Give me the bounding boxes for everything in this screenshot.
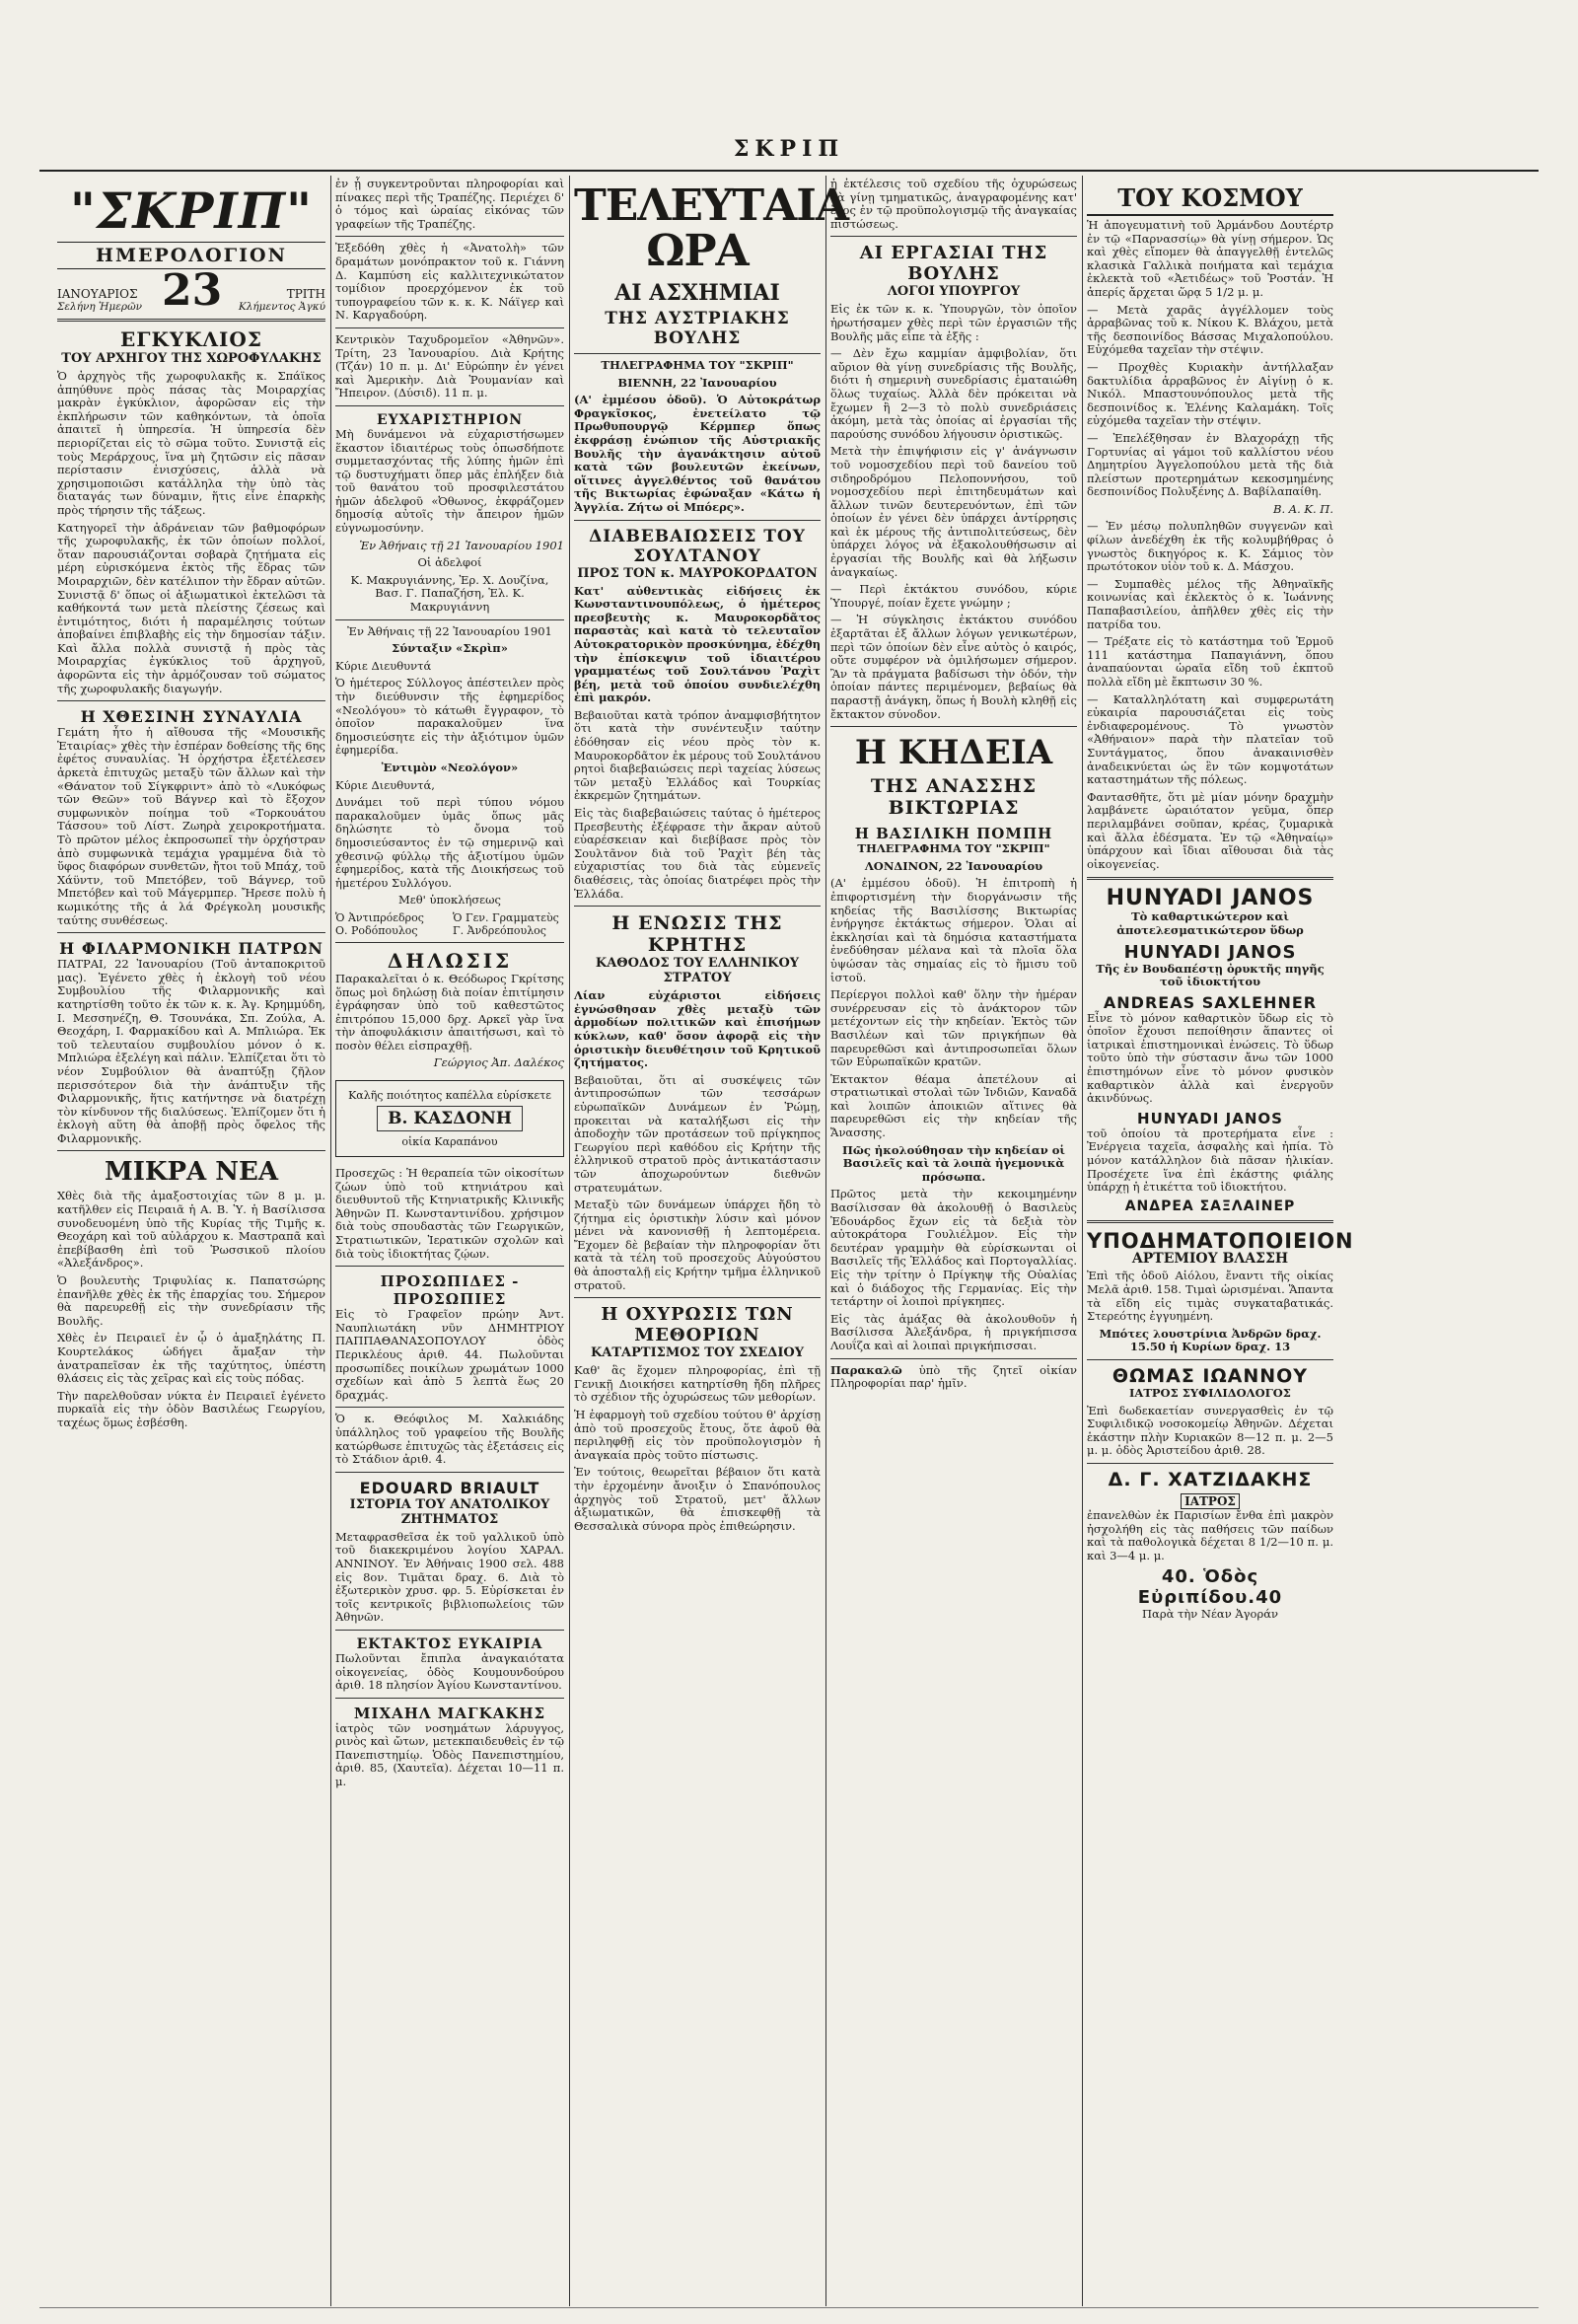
classified-text: ὑπὸ τῆς ζητεῖ οἰκίαν Πληροφορίαι παρ' ἡμῖν. bbox=[830, 1362, 1077, 1391]
article-heading: ΕΚΤΑΚΤΟΣ ΕΥΚΑΙΡΙΑ bbox=[356, 1635, 543, 1652]
article-subheading: ΛΟΓΟΙ ΥΠΟΥΡΓΟΥ bbox=[887, 284, 1021, 300]
article-paragraph: Περίεργοι πολλοὶ καθ' ὅλην τὴν ἡμέραν συνέρρευσαν εἰς τὸ ἀνάκτορον τῶν μετέχοντων εἰς τὴν κηδείαν. Ἐκτὸς τῶν Βασιλέων καὶ τῶν πριγκήπων θὰ παρευρεθῶσι καὶ ἀντιπροσωπεῖαι ὅλων τῶν Εὐρωπαϊκῶν κρατῶν. bbox=[830, 987, 1077, 1069]
article-paragraph: Εἰς τὰς διαβεβαιώσεις ταύτας ὁ ἡμέτερος Πρεσβευτὴς ἐξέφρασε τὴν ἄκραν αὐτοῦ εὐαρέσκειαν καὶ διεβίβασε πρὸς τὸν Σουλτᾶνον διὰ τοῦ Ῥαχὶτ βέη τὰς εὐχαριστίας του διὰ τὰς εὐμενεῖς διαθέσεις, τὰς ὁποίας διατρέφει πρὸς τὴν Ἑλλάδα. bbox=[574, 806, 821, 901]
news-item: Τὴν παρελθοῦσαν νύκτα ἐν Πειραιεῖ ἐγένετο πυρκαϊὰ εἰς τὴν ὁδὸν Βασιλέως Γεωργίου, ταχέως ὅμως ἐσβέσθη. bbox=[57, 1388, 325, 1429]
article-paragraph: Λίαν εὐχάριστοι εἰδήσεις ἐγνώσθησαν χθὲς μεταξὺ τῶν ἀρμοδίων πολιτικῶν καὶ ἐπισήμων κύκλων, καθ' ὅσον ἀφορᾷ εἰς τὴν ὁριστικὴν διευθέτησιν τοῦ Κρητικοῦ ζητήματος. bbox=[574, 988, 821, 1070]
ad-brand: HUNYADI JANOS bbox=[1137, 1109, 1283, 1127]
article-subheading: ΠΡΟΣ ΤΟΝ κ. ΜΑΥΡΟΚΟΡΔΑΤΟΝ bbox=[577, 565, 818, 581]
ad-brand: Δ. Γ. ΧΑΤΖΙΔΑΚΗΣ bbox=[1108, 1468, 1313, 1490]
article-paragraph: Μεταφρασθεῖσα ἐκ τοῦ γαλλικοῦ ὑπὸ τοῦ διακεκριμένου λογίου ΧΑΡΑΛ. ΑΝΝΙΝΟΥ. Ἐν Ἀθήναις 1900 σελ. 488 εἰς 8ον. Τιμᾶται δραχ. 6. Διὰ τὸ ἐξωτερικὸν χρυσ. φρ. 5. Εὑρίσκεται ἐν τοῖς κεντρικοῖς βιβλιοπωλείοις τῶν Ἀθηνῶν. bbox=[335, 1529, 564, 1625]
signature-names: Κ. Μακρυγιάννης, Ἐρ. Χ. Δουζίνα, Βασ. Γ. Παπαζήση, Ἑλ. Κ. Μακρυγιάννη bbox=[350, 572, 549, 615]
divider bbox=[335, 1472, 564, 1473]
letter-date: Ἐν Ἀθήναις τῇ 22 Ἰανουαρίου 1901 bbox=[347, 623, 552, 638]
divider bbox=[1087, 1463, 1333, 1464]
divider bbox=[335, 942, 564, 943]
ad-name: Β. ΚΑΣΔΟΝΗ bbox=[377, 1106, 523, 1131]
article-paragraph: (Α' ἐμμέσου ὁδοῦ). Ὁ Αὐτοκράτωρ Φραγκῖσκος, ἐνετείλατο τῷ Πρωθυπουργῷ Κέρμπερ ὅπως ἐκφράσῃ ἐνώπιον τῆς Αὐστριακῆς Βουλῆς τὴν ἀγανάκτησιν αὐτοῦ κατὰ τῶν βουλευτῶν ἐκείνων, οἵτινες ἀγγελθέντος τοῦ θανάτου τῆς Βικτωρίας ἐφώναξαν «Κάτω ἡ Ἀγγλία. Ζήτω οἱ Μπόερς». bbox=[574, 393, 821, 514]
column-separator bbox=[330, 176, 331, 2306]
article-paragraph: — Ἡ σύγκλησις ἐκτάκτου συνόδου ἐξαρτᾶται ἐξ ἄλλων λόγων γενικωτέρων, περὶ τῶν ὁποίων δὲν εἶνε αὐτὸς ὁ καιρός, οὔτε συμφέρον νὰ ὁμιλήσωμεν σήμερον. Ἂν τὰ πράγματα βαδίσωσι τὴν ὁδόν, τὴν ὁποίαν πάντες περιμένομεν, βεβαίως θὰ παραστῇ ἀνάγκη, ὅπως ἡ Βουλὴ κληθῇ εἰς ἔκτακτον σύνοδον. bbox=[830, 613, 1077, 721]
article-subheading: Η ΒΑΣΙΛΙΚΗ ΠΟΜΠΗ bbox=[854, 825, 1053, 843]
column-separator bbox=[825, 176, 826, 2306]
article-paragraph: Μεταξὺ τῶν δυνάμεων ὑπάρχει ἤδη τὸ ζήτημα εἰς ὁριστικὴν λύσιν καὶ μόνον μένει νὰ κανονισθῇ ἡ λεπτομέρεια. Ἔχομεν δὲ βεβαίαν τὴν πληροφορίαν ὅτι κατὰ τὰ τέλη τοῦ προσεχοῦς Αὐγούστου θὰ ἀποσταλῇ εἰς Κρήτην τμῆμα ἑλληνικοῦ στρατοῦ. bbox=[574, 1198, 821, 1292]
article-heading: ΑΙ ΕΡΓΑΣΙΑΙ ΤΗΣ ΒΟΥΛΗΣ bbox=[859, 243, 1048, 285]
article-paragraph: Μὴ δυνάμενοι νὰ εὐχαριστήσωμεν ἕκαστον ἰδιαιτέρως τοὺς ὁπωσδήποτε συμμετασχόντας τῆς λύπης ἡμῶν ἐπὶ τῷ δυστυχήματι ὅπερ μᾶς ἐπλήξεν διὰ τοῦ θανάτου τοῦ προσφιλεστάτου ἡμῶν ἀδελφοῦ «Ὀθωνος, ἐκφράζομεν δημοσίᾳ αὐτοῖς τὴν ἄπειρον ἡμῶν εὐγνωμοσύνην. bbox=[335, 426, 564, 536]
divider bbox=[335, 1407, 564, 1408]
calendar-title: ΗΜΕΡΟΛΟΓΙΟΝ bbox=[57, 242, 325, 269]
article-paragraph: Ἐν τούτοις, θεωρεῖται βέβαιον ὅτι κατὰ τὴν ἐρχομένην ἄνοιξιν ὁ Σπανόπουλος ἀρχηγὸς τοῦ Στρατοῦ, μετ' ἄλλων ἀξιωματικῶν, θὰ ἐπισκεφθῇ τὰ Θεσσαλικὰ σύνορα πρὸς ἐπιθεώρησιν. bbox=[574, 1465, 821, 1533]
divider bbox=[830, 1358, 1077, 1359]
article-heading: Η ΟΧΥΡΩΣΙΣ ΤΩΝ ΜΕΘΟΡΙΩΝ bbox=[601, 1304, 794, 1346]
advertisement-hats bbox=[335, 1080, 564, 1157]
article-heading: ΕΓΚΥΚΛΙΟΣ bbox=[120, 327, 262, 351]
page-header bbox=[39, 136, 1539, 162]
divider bbox=[57, 1150, 325, 1151]
article-paragraph: Εἰς τὰς ἁμάξας θὰ ἀκολουθοῦν ἡ Βασίλισσα Ἀλεξάνδρα, ἡ πριγκήπισσα Λουΐζα καὶ αἱ λοιπαὶ πριγκήπισσαι. bbox=[830, 1311, 1077, 1352]
divider bbox=[57, 700, 325, 701]
society-item: — Συμπαθὲς μέλος τῆς Ἀθηναϊκῆς κοινωνίας καὶ ἐκλεκτὸς ὁ κ. Ἰωάννης Παπαβασιλείου, ἀπῆλθεν χθὲς εἰς τὴν πατρίδα του. bbox=[1087, 576, 1333, 631]
society-item: — Προχθὲς Κυριακὴν ἀντήλλαξαν δακτυλίδια ἀρραβῶνος ἐν Αἰγίνῃ ὁ κ. Νικόλ. Μπαστουνόπουλος μετὰ τῆς δεσποινίδος κ. Ἑλένης Καλαμάκη. Τοῖς εὐχόμεθα ταχεῖαν τὴν στέψιν. bbox=[1087, 359, 1333, 428]
article-paragraph: Πωλοῦνται ἔπιπλα ἀναγκαιότατα οἰκογενείας, ὁδὸς Κουμουνδούρου ἀριθ. 18 πλησίον Ἁγίου Κωνσταντίνου. bbox=[335, 1650, 564, 1693]
divider bbox=[574, 1297, 821, 1298]
society-item: — Ἐπελέξθησαν ἐν Βλαχοράχῃ τῆς Γορτυνίας αἱ γάμοι τοῦ καλλίστου νέου Δημητρίου Ἀγγελοπούλου μετὰ τῆς διὰ πλείστων προτερημάτων κεκοσμημένης δεσποινίδος Πολυξένης Δ. Βαβίλαπαίθη. bbox=[1087, 430, 1333, 499]
divider bbox=[335, 1266, 564, 1267]
divider bbox=[574, 906, 821, 907]
article-subheading: ΤΟΥ ΑΡΧΗΓΟΥ ΤΗΣ ΧΩΡΟΦΥΛΑΚΗΣ bbox=[61, 351, 322, 366]
calendar-day: 23 bbox=[162, 265, 223, 316]
ad-owner: ΑΡΤΕΜΙΟΥ ΒΛΑΣΣΗ bbox=[1131, 1250, 1289, 1267]
article-paragraph: Ὁ ἀρχηγὸς τῆς χωροφυλακῆς κ. Σπάϊκος ἀπηύθυνε πρὸς πάσας τὰς Μοιραρχίας μακρὰν ἐγκύκλιον, ἀφορῶσαν εἰς τὴν ἐκπλήρωσιν τῶν καθηκόντων, τὰ ὁποῖα ἀπαιτεῖ ἡ ὑπηρεσία. Ἡ ὑπηρεσία δὲν περιορίζεται εἰς τὸ σῶμα τοῦτο. Συνιστᾷ εἰς τοὺς Μεράρχους, ἵνα μὴ ζητῶσιν εἰς πᾶσαν περίστασιν ἐνισχύσεις, ἀλλὰ νὰ χρησιμοποιῶσι κατάλληλα τὴν ὑπὸ τὰς διαταγάς των δύναμιν, ἥτις εἶνε ἐπαρκὴς πρὸς τήρησιν τῆς τάξεως. bbox=[57, 369, 325, 517]
ad-brand: ΥΠΟΔΗΜΑΤΟΠΟΙΕΙΟΝ bbox=[1087, 1228, 1354, 1253]
letter-recipient: Σύνταξιν «Σκρὶπ» bbox=[392, 641, 508, 656]
article-heading: ΑΙ ΑΣΧΗΜΙΑΙ bbox=[614, 280, 780, 306]
divider bbox=[574, 353, 821, 354]
ad-price: Μπότες λουστρίνια Ἀνδρῶν δραχ. 15.50 ἡ Κυρίων δραχ. 13 bbox=[1099, 1326, 1322, 1354]
notice-date: Ἐν Ἀθήναις τῇ 21 Ἰανουαρίου 1901 bbox=[359, 538, 564, 552]
article-paragraph: Ἐκτακτον θέαμα ἀπετέλουν αἱ στρατιωτικαὶ στολαὶ τῶν Ἰνδιῶν, Καναδᾶ καὶ λοιπῶν ἀποικιῶν αἵτινες θὰ παρευρεθῶσι εἰς τὴν κηδείαν τῆς Ἄνασσης. bbox=[830, 1071, 1077, 1140]
divider bbox=[335, 1630, 564, 1631]
ad-brand: HUNYADI JANOS bbox=[1123, 941, 1297, 963]
column-2 bbox=[335, 178, 564, 2298]
column-3 bbox=[574, 178, 848, 2298]
divider bbox=[335, 327, 564, 328]
article-paragraph: ἐν ᾗ συγκεντροῦνται πληροφορίαι καὶ πίνακες περὶ τῆς Τραπέζης. Περιέχει δ' ὁ τόμος καὶ ὡραίας εἰκόνας τῶν γραφείων τῆς Τραπέζης. bbox=[335, 177, 564, 231]
signature-role: Ὁ Ἀντιπρόεδρος bbox=[335, 910, 424, 924]
ad-address-note: Παρὰ τὴν Νέαν Ἀγοράν bbox=[1142, 1607, 1278, 1622]
letter-greeting: Κύριε Διευθυντά bbox=[335, 658, 432, 673]
column-separator bbox=[569, 176, 570, 2306]
article-paragraph: Πρῶτος μετὰ τὴν κεκοιμημένην Βασίλισσαν θὰ ἀκολουθῇ ὁ Βασιλεὺς Ἐδουάρδος ἔχων εἰς τὰ δεξιὰ τὸν αὐτοκράτορα Γουλιέλμον. Εἰς τὴν δευτέραν γραμμὴν θὰ εὑρίσκωνται οἱ Βασιλεῖς τῆς Ἑλλάδος καὶ Πορτογαλλίας. Εἰς τὴν τρίτην ὁ Πρίγκηψ τῆς Οὐαλίας καὶ ὁ διάδοχος τῆς Γερμανίας. Εἰς τὴν τετάρτην οἱ λοιποὶ πρίγκηπες. bbox=[830, 1187, 1077, 1309]
article-paragraph: Ἐξεδόθη χθὲς ἡ «Ἀνατολὴ» τῶν δραμάτων μονόπρακτον τοῦ κ. Γιάννη Δ. Καμπύση εἰς καλλιτεχνικώτατον τομίδιον προερχόμενον ἐκ τοῦ τυπογραφείου τῶν κ. κ. Κ. Νάϊγερ καὶ Ν. Καργαδούρη. bbox=[335, 241, 564, 323]
signature-label: Οἱ ἀδελφοί bbox=[417, 555, 482, 570]
telegram-label: ΤΗΛΕΓΡΑΦΗΜΑ ΤΟΥ "ΣΚΡΙΠ" bbox=[857, 841, 1050, 856]
section-title: ΤΕΛΕΥΤΑΙΑ ΩΡΑ bbox=[574, 181, 848, 276]
calendar-saint: Κλήμεντος Ἀγκύ bbox=[238, 301, 325, 313]
society-item: — Καταλληλότατη καὶ συμφερωτάτη εὐκαιρία παρουσιάζεται εἰς τοὺς ἐνδιαφερομένους. Τὸ γνωστὸν «Ἀθήναιον» παρὰ τὴν πλατεῖαν τοῦ Συντάγματος, ὅπου ἀνακαινισθὲν ἀναδεικνύεται ὡς ἓν τῶν κομψοτάτων καταστημάτων τῆς πόλεως. bbox=[1087, 691, 1333, 787]
signature-name: Ο. Ροδόπουλος bbox=[335, 923, 418, 937]
ad-address: 40. Ὁδὸς Εὐριπίδου.40 bbox=[1137, 1566, 1283, 1609]
ad-tagline: Τῆς ἐν Βουδαπέστῃ ὀρυκτῆς πηγῆς τοῦ ἰδιοκτήτου bbox=[1096, 961, 1325, 989]
classified-label: Παρακαλῶ bbox=[830, 1362, 902, 1377]
article-paragraph: ἡ ἐκτέλεσις τοῦ σχεδίου τῆς ὀχυρώσεως θὰ γίνῃ τμηματικῶς, ἀναγραφομένης κατ' ἔτος ἐν τῷ προϋπολογισμῷ τῆς ἀναγκαίας πιστώσεως. bbox=[830, 177, 1077, 231]
ad-text: Εἶνε τὸ μόνον καθαρτικὸν ὕδωρ εἰς τὸ ὁποῖον ἔχουσι πεποίθησιν ἅπαντες οἱ ἰατρικαὶ ἐπιστημονικαὶ ἐνώσεις. Τὸ ὕδωρ τοῦτο ὑπὸ τὴν σύστασιν ἄνω τῶν 1000 ἐπιστημόνων εἶνε τὸ μόνον φυσικὸν καθαρτικὸν ἀλλὰ καὶ ἐνεργοῦν ἀκινδύνως. bbox=[1087, 1010, 1333, 1106]
divider bbox=[335, 236, 564, 237]
article-subheading: ΚΑΤΑΡΤΙΣΜΟΣ ΤΟΥ ΣΧΕΔΙΟΥ bbox=[590, 1345, 805, 1361]
article-paragraph: Κατ' αὐθεντικὰς εἰδήσεις ἐκ Κωνσταντινουπόλεως, ὁ ἡμέτερος πρεσβευτὴς κ. Μαυροκορδᾶτος παραστὰς καὶ κατὰ τὸ τελευταῖον Αὐτοκρατορικὸν προσκύνημα, ἐδέχθη τὴν ἐπίσκεψιν τοῦ ἰδιαιτέρου γραμματέως τοῦ Σουλτάνου Ῥαχὶτ βέη, μετὰ τοῦ ὁποίου συνδιελέχθη ἐπὶ μακρόν. bbox=[574, 583, 821, 705]
article-paragraph: — Περὶ ἐκτάκτου συνόδου, κύριε Ὑπουργέ, ποίαν ἔχετε γνώμην ; bbox=[830, 582, 1077, 610]
article-paragraph: Παρακαλεῖται ὁ κ. Θεόδωρος Γκρίτσης ὅπως μοὶ δηλώσῃ διὰ ποίαν ἐπιτίμησιν ἐγράφησαν ὑπὸ τοῦ καθεστῶτος ἐπιτρόπου 15,000 δρχ. Αρκεῖ γὰρ ἵνα τὴν ἀποφυλάκισιν ἀπαιτήσωσι, καὶ τὸ ποσὸν θέλει εἰσπραχθῇ. bbox=[335, 971, 564, 1053]
article-heading: Η ΕΝΩΣΙΣ ΤΗΣ ΚΡΗΤΗΣ bbox=[611, 912, 783, 957]
telegram-label: ΤΗΛΕΓΡΑΦΗΜΑ ΤΟΥ "ΣΚΡΙΠ" bbox=[601, 358, 794, 372]
calendar bbox=[57, 265, 325, 316]
column-separator bbox=[1082, 176, 1083, 2306]
article-paragraph: Βεβαιοῦται, ὅτι αἱ συσκέψεις τῶν ἀντιπροσώπων τῶν τεσσάρων εὐρωπαϊκῶν Δυνάμεων ἐν Ῥώμῃ, προκειται νὰ καταλήξωσι εἰς τὴν ἀποδοχὴν τῶν προτάσεων τοῦ πρίγκηπος Γεωργίου περὶ καθόδου εἰς Κρήτην τῆς ἑλληνικοῦ στρατοῦ πρὸς ἀντικατάστασιν τῶν ἀποχωρούντων διεθνῶν στρατευμάτων. bbox=[574, 1072, 821, 1195]
article-paragraph: Καθ' ἃς ἔχομεν πληροφορίας, ἐπὶ τῇ Γενικῇ Διοικήσει κατηρτίσθη ἤδη πλῆρες τὸ σχέδιον τῆς ὀχυρώσεως τῶν μεθορίων. bbox=[574, 1363, 821, 1405]
calendar-moon: Σελήνη Ἡμερῶν bbox=[57, 301, 143, 313]
article-heading: ΜΙΚΡΑ ΝΕΑ bbox=[104, 1157, 279, 1188]
divider bbox=[335, 1698, 564, 1699]
column-1 bbox=[57, 178, 325, 2298]
article-heading: ΕΥΧΑΡΙΣΤΗΡΙΟΝ bbox=[376, 411, 524, 428]
article-paragraph: Βεβαιοῦται κατὰ τρόπον ἀναμφισβήτητον ὅτι κατὰ τὴν συνέντευξιν ταύτην ἐδόθησαν εἰς νέου πρὸς τὸν κ. Μαυροκορδᾶτον ἐκ μέρους τοῦ Σουλτάνου ρητοὶ διαβεβαιώσεις περὶ ταχείας λύσεως τῶν μεταξὺ Ἑλλάδος καὶ Τουρκίας ἐκκρεμῶν ζητημάτων. bbox=[574, 707, 821, 803]
society-item: Φαντασθῆτε, ὅτι μὲ μίαν μόνην δραχμὴν λαμβάνετε ὡραιότατον γεῦμα, ὅπερ περιλαμβάνει σοῦπαν, κρέας, ζυμαρικὰ καὶ ἄλλα ἐδέσματα. Ἐν τῷ «Ἀθηναίῳ» ὑπάρχουν καὶ ἴδιαι αἴθουσαι διὰ τὰς οἰκογενείας. bbox=[1087, 789, 1333, 871]
article-paragraph: Προσεχῶς : Ἡ θεραπεία τῶν οἰκοσίτων ζώων ὑπὸ τοῦ κτηνιάτρου καὶ διευθυντοῦ τῆς Κτηνιατρικῆς Κλινικῆς Ἀθηνῶν Π. Κωνσταντινίδου. χρήσιμον διὰ τοὺς σπουδαστὰς τῶν Γεωργικῶν, Στρατιωτικῶν, Ἱερατικῶν σχολῶν καὶ διὰ τοὺς ἰδιοκτήτας ζῴων. bbox=[335, 1166, 564, 1261]
society-item: — Ἐν μέσῳ πολυπληθῶν συγγενῶν καὶ φίλων ἀνεδέχθη ἐκ τῆς κολυμβήθρας ὁ γνωστὸς δικηγόρος κ. Κ. Σάμιος τὸν πρωτότοκον υἱὸν τοῦ κ. Δ. Μάσχου. bbox=[1087, 519, 1333, 574]
divider bbox=[574, 520, 821, 521]
article-heading: ΔΙΑΒΕΒΑΙΩΣΕΙΣ ΤΟΥ ΣΟΥΛΤΑΝΟΥ bbox=[589, 526, 806, 566]
letter-recipient: Ἐντιμὸν «Νεολόγον» bbox=[381, 760, 519, 774]
article-subheading: ΤΗΣ ΑΝΑΣΣΗΣ ΒΙΚΤΩΡΙΑΣ bbox=[870, 775, 1038, 820]
news-item: Ὁ βουλευτὴς Τριφυλίας κ. Παπατσώρης ἐπανῆλθε χθὲς ἐκ τῆς ἐπαρχίας του. Σήμερον θὰ παρευρεθῇ εἰς τὴν συνεδρίασιν τῆς Βουλῆς. bbox=[57, 1273, 325, 1328]
divider bbox=[335, 619, 564, 620]
article-heading: ΜΙΧΑΗΛ ΜΑΓΚΑΚΗΣ bbox=[353, 1704, 546, 1722]
article-heading: Η ΧΘΕΣΙΝΗ ΣΥΝΑΥΛΙΑ bbox=[80, 707, 303, 727]
news-item: Χθὲς διὰ τῆς ἀμαξοστοιχίας τῶν 8 μ. μ. κατῆλθεν εἰς Πειραιᾶ ἡ Α. Β. Ὑ. ἡ Βασίλισσα συνοδευομένη ὑπὸ τῆς Κυρίας τῆς Τιμῆς κ. Θεοχάρη καὶ τοῦ αὐλάρχου κ. Μαστραπᾶ καὶ ἐπεβίβασθη ἐπὶ τοῦ Ῥωσσικοῦ πλοίου «Ἀλεξάνδρος». bbox=[57, 1189, 325, 1271]
article-paragraph: Δυνάμει τοῦ περὶ τύπου νόμου παρακαλοῦμεν ὑμᾶς ὅπως μᾶς δηλώσητε τὸ ὄνομα τοῦ δημοσιεύσαντος ἐν τῷ σημερινῷ καὶ χθεσινῷ φύλλῳ τῆς ἀξιοτίμου ὑμῶν ἐφημερίδος, κατὰ τῆς Διοικήσεως τοῦ ἡμετέρου Συλλόγου. bbox=[335, 795, 564, 890]
calendar-weekday: ΤΡΙΤΗ bbox=[286, 287, 325, 301]
dateline: ΒΙΕΝΝΗ, 22 Ἰανουαρίου bbox=[617, 375, 777, 390]
signature-block bbox=[335, 911, 564, 937]
divider bbox=[57, 932, 325, 933]
ad-badge: ΙΑΤΡΟΣ bbox=[1181, 1493, 1240, 1509]
article-heading: ΔΗΛΩΣΙΣ bbox=[387, 948, 513, 973]
article-heading: ΠΡΟΣΩΠΙΔΕΣ - ΠΡΟΣΩΠΙΕΣ bbox=[380, 1272, 520, 1309]
article-paragraph: Γεμάτη ἦτο ἡ αἴθουσα τῆς «Μουσικῆς Ἑταιρίας» χθὲς τὴν ἑσπέραν δοθείσης τῆς 6ης ἐφέτος συναυλίας. Ἡ ὀρχήστρα ἐξετέλεσεν ἀρκετὰ ἐπιτυχῶς μεταξὺ τῶν ἄλλων καὶ τὴν «Θάνατον τοῦ Σίγκφριντ» ἀπὸ τὸ «Λυκόφως τῶν Θεῶν» τοῦ Βάγνερ καὶ τὸ ἔξοχον συμφωνικὸν ποίημα τοῦ «Τορκουάτου Τάσσου» τοῦ Λίστ. Ζωηρὰ χειροκροτήματα. Τὸ πρῶτον μέλος ἐκπροσωπεῖ τὴν ὀρχήστραν ἀπὸ συμφωνικὰ τεμάχια γραμμένα διὰ τὸ ὕφος διαφόρων συνθετῶν, ἤτοι τοῦ Μπάχ, τοῦ Χάϋντν, τοῦ Μπετόβεν, τοῦ Βάγνερ, τοῦ Μπετόβεν καὶ τοῦ Μάγερμπερ. Ἤρεσε πολὺ ἡ κωμικότης τῆς ἁ λά Φρέγκολη μουσικῆς ταύτης συνθέσεως. bbox=[57, 725, 325, 927]
divider bbox=[1087, 1359, 1333, 1360]
ad-address: οἰκία Καραπάνου bbox=[401, 1135, 498, 1149]
article-paragraph: Ὁ ἡμέτερος Σύλλογος ἀπέστειλεν πρὸς τὴν διεύθυνσιν τῆς ἐφημερίδος «Νεολόγου» τὸ κάτωθι ἔγγραφον, τὸ ὁποῖον παρακαλοῦμεν ἵνα δημοσιεύσητε εἰς τὴν ἀξιότιμον ὑμῶν ἐφημερίδα. bbox=[335, 676, 564, 758]
ad-owner: ANDREAS SAXLEHNER bbox=[1103, 992, 1318, 1012]
ad-brand: ΘΩΜΑΣ ΙΩΑΝΝΟΥ bbox=[1112, 1364, 1309, 1387]
signature-name: Γ. Ἀνδρεόπουλος bbox=[453, 923, 546, 937]
society-item: — Τρέξατε εἰς τὸ κατάστημα τοῦ Ἑρμοῦ 111 κατάστημα Παπαγιάννη, ὅπου ἀναπαύονται ὡραῖα εἴδη τοῦ ἐκπτοῦ πολλὰ εἴδη μὲ ἔκπτωσιν 30 %. bbox=[1087, 634, 1333, 689]
article-heading: Η ΚΗΔΕΙΑ bbox=[854, 733, 1053, 773]
ad-text: Ἐπὶ δωδεκαετίαν συνεργασθεὶς ἐν τῷ Συφιλιδικῷ νοσοκομείῳ Ἀθηνῶν. Δέχεται ἑκάστην πλὴν Κυριακῶν 8—12 π. μ. 2—5 μ. μ. ὁδὸς Ἀριστείδου ἀριθ. 28. bbox=[1087, 1403, 1333, 1458]
letter-greeting: Κύριε Διευθυντά, bbox=[335, 777, 435, 792]
dateline: ΛΟΝΔΙΝΟΝ, 22 Ἰανουαρίου bbox=[864, 858, 1043, 873]
signature-role: Ὁ Γεν. Γραμματεὺς bbox=[453, 910, 559, 924]
ad-tagline: ΙΑΤΡΟΣ ΣΥΦΙΛΙΔΟΛΟΓΟΣ bbox=[1129, 1385, 1291, 1400]
divider bbox=[830, 726, 1077, 727]
divider bbox=[830, 236, 1077, 237]
article-paragraph: (Α' ἐμμέσου ὁδοῦ). Ἡ ἐπιτροπὴ ἡ ἐπιφορτισμένη τὴν διοργάνωσιν τῆς κηδείας τῆς Βασιλίσσης Βικτωρίας ἐνήργησε ἐκτάκτως σήμερον. Ὁλαι αἱ ἐκκλησίαι καὶ τὰ δημόσια καταστήματα ἐνεδύθησαν μέλανα καὶ τὰ πλοῖα ὅλα ὑψώσαν τὰς σημαίας εἰς τὸ ἥμισυ τοῦ ἱστοῦ. bbox=[830, 876, 1077, 984]
newspaper-running-title: ΣΚΡΙΠ bbox=[733, 136, 845, 162]
article-paragraph: Εἰς ἐκ τῶν κ. κ. Ὑπουργῶν, τὸν ὁποῖον ἠρωτήσαμεν χθὲς περὶ τῶν ἐργασιῶν τῆς Βουλῆς μᾶς εἶπε τὰ ἑξῆς : bbox=[830, 302, 1077, 343]
book-title: ΙΣΤΟΡΙΑ ΤΟΥ ΑΝΑΤΟΛΙΚΟΥ ΖΗΤΗΜΑΤΟΣ bbox=[349, 1496, 550, 1527]
masthead: "ΣΚΡΙΠ" bbox=[69, 182, 314, 240]
article-paragraph: Ὁ κ. Θεόφιλος Μ. Χαλκιάδης ὑπάλληλος τοῦ γραφείου τῆς Βουλῆς κατώρθωσε ἐπιτυχῶς τὰς ἐξετάσεις εἰς τὸ Στάδιον ἀριθ. 4. bbox=[335, 1412, 564, 1467]
divider bbox=[1087, 1220, 1333, 1223]
divider bbox=[335, 405, 564, 406]
book-author: EDOUARD BRIAULT bbox=[359, 1478, 540, 1497]
column-4 bbox=[830, 178, 1077, 2298]
column-signature: Β. Α. Κ. Π. bbox=[1273, 501, 1333, 516]
ad-text: Ἐπὶ τῆς ὁδοῦ Αἰόλου, ἔναντι τῆς οἰκίας Μελᾶ ἀριθ. 158. Τιμαὶ ὡρισμέναι. Ἅπαντα τὰ εἴδη εἰς τιμὰς συγκαταβατικάς. Στερεότης ἐγγυημένη. bbox=[1087, 1269, 1333, 1324]
ad-text: Καλῆς ποιότητος καπέλλα εὑρίσκετε bbox=[348, 1089, 551, 1103]
news-item: Χθὲς ἐν Πειραιεῖ ἐν ᾧ ὁ ἁμαξηλάτης Π. Κουρτελάκος ὡδήγει ἄμαξαν τὴν ἀνατραπεῖσαν ἐκ τῆς ταχύτητος, ὑπέστη θλάσεις εἰς τὰς χεῖρας καὶ εἰς τοὺς πόδας. bbox=[57, 1331, 325, 1386]
society-item: Ἡ ἀπογευματινὴ τοῦ Ἀρμάνδου Δουτέρτρ ἐν τῷ «Παρνασσίῳ» θὰ γίνῃ σήμερον. Ὡς καὶ χθὲς εἴπομεν θὰ ἀπαγγελθῇ ἐντελῶς κλασικὰ Γαλλικὰ ποιήματα καὶ τεμάχια ἐκλεκτὰ τοῦ «Ἀετιδέως» τοῦ Ῥοστάν. Ἡ ἀπερίς ἄρχεται ὥρᾳ 5 1/2 μ. μ. bbox=[1087, 218, 1333, 299]
ad-agent: ΑΝΔΡΕΑ ΣΑΞΛΑΙΝΕΡ bbox=[1124, 1198, 1296, 1214]
ad-text: ἐπανελθὼν ἐκ Παρισίων ἔνθα ἐπὶ μακρὸν ἠσχολήθη εἰς τὰς παθήσεις τῶν παίδων καὶ τὰ παθολογικὰ δέχεται 8 1/2—10 π. μ. καὶ 3—4 μ. μ. bbox=[1087, 1507, 1333, 1562]
article-paragraph: — Δὲν ἔχω καμμίαν ἀμφιβολίαν, ὅτι αὔριον θὰ γίνῃ συνεδρίασις τῆς Βουλῆς, διότι ἡ σημερινὴ συνεδρίασις ἐματαιώθη ὅλως τυχαίως. Ἀλλὰ δὲν πρόκειται νὰ ἔχωμεν ἢ 2—3 τὸ πολὺ συνεδριάσεις ἀκόμη, μετὰ τὰς ὁποίας αἱ ἐργασίαι τῆς παρούσης συνόδου λήγουσιν ὁριστικῶς. bbox=[830, 346, 1077, 441]
ad-text: τοῦ ὁποίου τὰ προτερήματα εἶνε : Ἐνέργεια ταχεῖα, ἀσφαλὴς καὶ ἠπία. Τὸ μόνον κατάλληλον διὰ πᾶσαν ἡλικίαν. Προσέχετε ἵνα ἐπὶ ἑκάστης φιάλης ὑπάρχῃ ἡ ἐτικέττα τοῦ ἰδιοκτήτου. bbox=[1087, 1126, 1333, 1195]
ad-brand: HUNYADI JANOS bbox=[1106, 886, 1315, 911]
article-subheading: ΤΗΣ ΑΥΣΤΡΙΑΚΗΣ ΒΟΥΛΗΣ bbox=[605, 309, 790, 348]
column-5 bbox=[1087, 178, 1354, 2298]
article-heading: Η ΦΙΛΑΡΜΟΝΙΚΗ ΠΑΤΡΩΝ bbox=[59, 939, 323, 959]
divider bbox=[1087, 877, 1333, 880]
article-paragraph: Κεντρικὸν Ταχυδρομεῖον «Ἀθηνῶν». Τρίτη, 23 Ἰανουαρίου. Διὰ Κρήτης (Τζάν) 10 π. μ. Δι' Εὐρώπην ἐν γένει καὶ Ἀμερικὴν. Διὰ Ῥουμανίαν καὶ Ἤπειρον. (Δύσιδ). 11 π. μ. bbox=[335, 331, 564, 400]
page-bottom-rule bbox=[39, 2307, 1539, 2308]
header-rule bbox=[39, 170, 1539, 172]
calendar-month: ΙΑΝΟΥΑΡΙΟΣ bbox=[57, 287, 138, 301]
article-paragraph: Εἰς τὸ Γραφεῖον πρώην Ἀντ. Ναυπλιωτάκη νῦν ΔΗΜΗΤΡΙΟΥ ΠΑΠΠΑΘΑΝΑΣΟΠΟΥΛΟΥ ὁδὸς Περικλέους ἀριθ. 44. Πωλοῦνται προσωπίδες ποικίλων χρωμάτων 1000 σχεδίων καὶ ἀπὸ 5 λεπτὰ ἕως 20 δραχμάς. bbox=[335, 1307, 564, 1402]
article-paragraph: Μετὰ τὴν ἐπιψήφισιν εἰς γ' ἀνάγνωσιν τοῦ νομοσχεδίου περὶ τοῦ δανείου τοῦ σιδηροδρόμου Πελοποννήσου, τοῦ νομοσχεδίου περὶ ἐπιτηδευμάτων καὶ ἄλλων τινῶν δευτερευόντων, ἐπὶ τῶν ὁποίων ἐν γένει δὲν ὑπάρχει ἀντίρρησις καὶ ἐκ μέρους τῆς ἀντιπολιτεύσεως, δὲν ὑπάρχει λόγος νὰ ἐξακολουθήσωσιν αἱ ἐργασίαι τῆς Βουλῆς καὶ θὰ λήξωσιν ἀναγκαίως. bbox=[830, 444, 1077, 579]
article-paragraph: Κατηγορεῖ τὴν ἀδράνειαν τῶν βαθμοφόρων τῆς χωροφυλακῆς, ἐκ τῶν ὁποίων πολλοί, ὅταν παρουσιάζονται σοβαρὰ ζητήματα εἰς μέρη εὑρισκόμενα ἐκτὸς τῆς ἕδρας τῶν Μοιραρχιῶν, δὲν κατέλιπον τὴν ἕδραν αὐτῶν. Συνιστᾷ δ' ὅπως οἱ ἀξιωματικοὶ ἐκτελῶσι τὰ καθήκοντά των μετὰ πλείστης ζέσεως καὶ ἐντιμότητος, διότι ἡ παραμέλησις τούτων ἀποβαίνει ἐπιβλαβὴς εἰς τὴν δημοσίαν τάξιν. Καὶ ἄλλα πολλὰ συνιστᾷ ἡ πρὸς τὰς Μοιραρχίας ἐγκύκλιος τοῦ ἀρχηγοῦ, ἀφορῶντα εἰς τὴν ἀρμόζουσαν τοῦ σώματος τῆς χωροφυλακῆς διαγωγήν. bbox=[57, 520, 325, 695]
article-paragraph: Ἡ ἐφαρμογὴ τοῦ σχεδίου τούτου θ' ἀρχίσῃ ἀπὸ τοῦ προσεχοῦς ἔτους, ὅτε ἀφοῦ θὰ περιληφθῇ εἰς τὸν προϋπολογισμὸν ἡ ἀναγκαία πρὸς τοῦτο πίστωσις. bbox=[574, 1408, 821, 1462]
divider bbox=[57, 319, 325, 322]
article-paragraph: ΠΑΤΡΑΙ, 22 Ἰανουαρίου (Τοῦ ἀνταποκριτοῦ μας). Ἐγένετο χθὲς ἡ ἐκλογὴ τοῦ νέου Συμβουλίου τῆς Φιλαρμονικῆς καὶ κατηρτίσθη τοῦτο ἐκ τῶν κ. κ. Ἀγ. Κρημμύδη, Ι. Μεσσηνέζη, Θ. Τσουνάκα, Σπ. Ζούλα, Α. Θεοχάρη, Ι. Φαρμακίδου καὶ Α. Μπλιώρα. Ἐκ τοῦ τελευταίου συμβουλίου μόνον ὁ κ. Μπλιώρα ἐξελέγη καὶ πάλιν. Ἐλπίζεται ὅτι τὸ νέον Συμβούλιον θὰ ἀναπτύξῃ ζῆλον περισσότερον διὰ τὴν ἀνάπτυξιν τῆς Φιλαρμονικῆς, ἥτις κατήντησε νὰ διατρέχῃ τὸν κίνδυνον τῆς διαλύσεως. Ἐλπίζομεν ὅτι ἡ ἐκλογὴ αὕτη θὰ ἀποβῇ πρὸς ὄφελος τῆς Φιλαρμονικῆς. bbox=[57, 957, 325, 1145]
notice-signature: Γεώργιος Ἀπ. Δαλέκος bbox=[433, 1055, 564, 1070]
society-item: — Μετὰ χαρᾶς ἀγγέλλομεν τοὺς ἀρραβῶνας τοῦ κ. Νίκου Κ. Βλάχου, μετὰ τῆς δεσποινίδος Βάσσας Μιχαλοπούλου. Εὐχόμεθα ταχεῖαν τὴν στέψιν. bbox=[1087, 302, 1333, 357]
article-subheading: ΚΑΘΟΔΟΣ ΤΟΥ ΕΛΛΗΝΙΚΟΥ ΣΤΡΑΤΟΥ bbox=[595, 956, 800, 986]
signature-label: Μεθ' ὑποκλήσεως bbox=[398, 893, 501, 908]
article-subheading: Πῶς ἠκολούθησαν τὴν κηδείαν οἱ Βασιλεῖς καὶ τὰ λοιπὰ ἡγεμονικὰ πρόσωπα. bbox=[842, 1142, 1065, 1184]
section-title: ΤΟΥ ΚΟΣΜΟΥ bbox=[1087, 183, 1333, 216]
article-paragraph: ἰατρὸς τῶν νοσημάτων λάρυγγος, ρινὸς καὶ ὤτων, μετεκπαιδευθεὶς ἐν τῷ Πανεπιστημίῳ. Ὁδὸς Πανεπιστημίου, ἀριθ. 85, (Χαυτεῖα). Δέχεται 10—11 π. μ. bbox=[335, 1720, 564, 1789]
ad-tagline: Τὸ καθαρτικώτερον καὶ ἀποτελεσματικώτερον ὕδωρ bbox=[1116, 909, 1304, 937]
